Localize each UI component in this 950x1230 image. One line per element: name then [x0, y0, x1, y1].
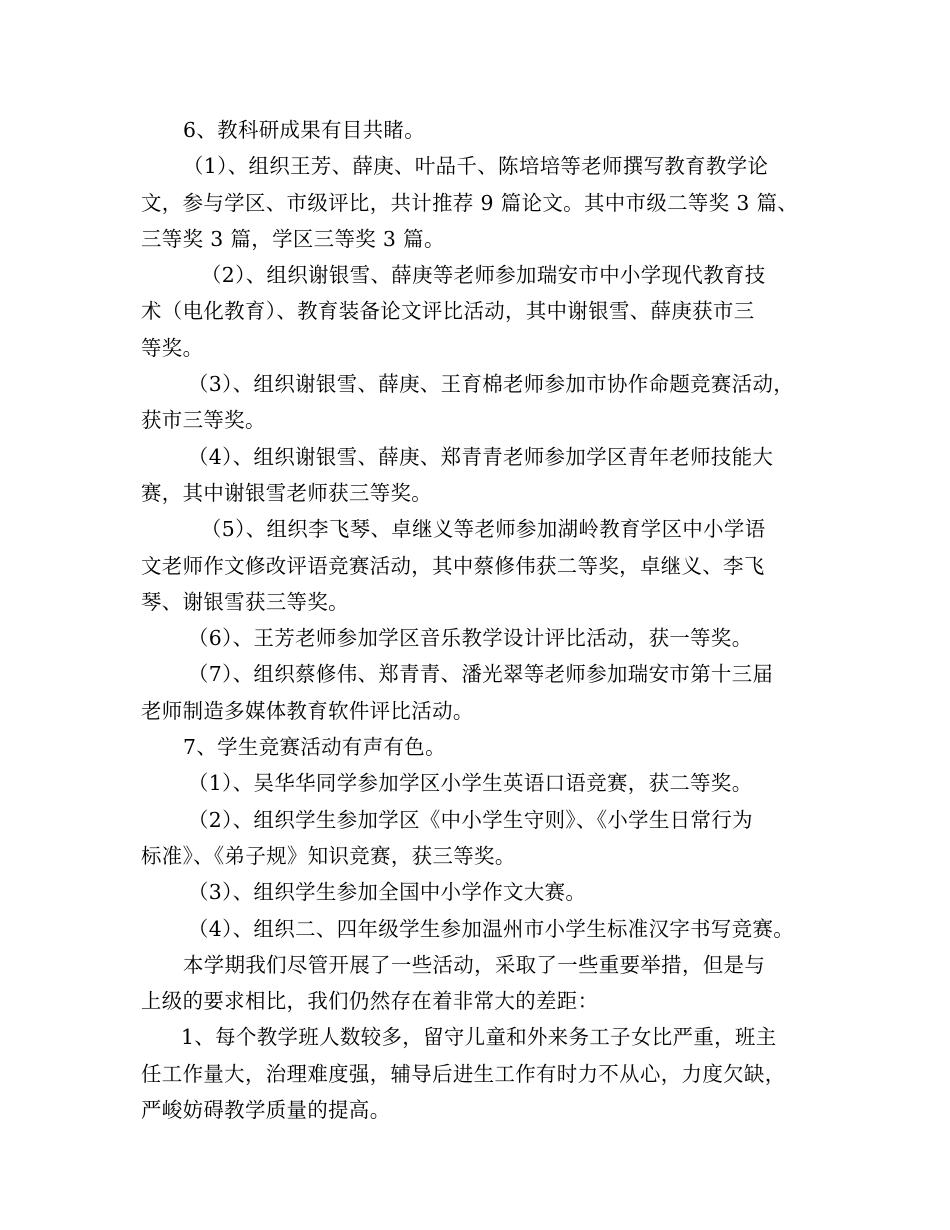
- paragraph-line: 获市三等奖。: [141, 408, 266, 433]
- paragraph-line: （1）、组织王芳、薛庚、叶品千、陈培培等老师撰写教育教学论: [183, 154, 769, 179]
- paragraph-line: 严峻妨碍教学质量的提高。: [141, 1098, 391, 1123]
- paragraph-line: （7）、组织蔡修伟、郑青青、潘光翠等老师参加瑞安市第十三届: [188, 662, 774, 687]
- paragraph-line: （5）、组织李飞琴、卓继义等老师参加湖岭教育学区中小学语: [201, 517, 766, 542]
- paragraph-line: 标准》、《弟子规》知识竞赛，获三等奖。: [141, 843, 516, 868]
- paragraph-line: （2）、组织谢银雪、薛庚等老师参加瑞安市中小学现代教育技: [201, 263, 766, 288]
- paragraph-line: 赛，其中谢银雪老师获三等奖。: [141, 480, 433, 505]
- paragraph-line: （4）、组织二、四年级学生参加温州市小学生标准汉字书写竞赛。: [188, 916, 795, 941]
- section-heading-research: 6、教科研成果有目共睹。: [183, 118, 426, 142]
- paragraph-line: 文，参与学区、市级评比，共计推荐 9 篇论文。其中市级二等奖 3 篇、: [141, 190, 799, 215]
- paragraph-line: 文老师作文修改评语竞赛活动，其中蔡修伟获二等奖，卓继义、李飞: [141, 553, 765, 578]
- paragraph-line: 1、每个教学班人数较多，留守儿童和外来务工子女比严重，班主: [181, 1025, 777, 1050]
- paragraph-line: 等奖。: [141, 335, 204, 360]
- paragraph-line: （3）、组织谢银雪、薛庚、王育棉老师参加市协作命题竞赛活动，: [188, 372, 795, 397]
- paragraph-line: 老师制造多媒体教育软件评比活动。: [141, 698, 474, 723]
- paragraph-line: 三等奖 3 篇，学区三等奖 3 篇。: [141, 226, 445, 251]
- paragraph-line: 琴、谢银雪获三等奖。: [141, 589, 349, 614]
- section-heading-competitions: 7、学生竞赛活动有声有色。: [183, 735, 446, 760]
- paragraph-line: 上级的要求相比，我们仍然存在着非常大的差距：: [141, 989, 599, 1014]
- paragraph-line: （2）、组织学生参加学区《中小学生守则》、《小学生日常行为: [188, 807, 753, 832]
- paragraph-line: 本学期我们尽管开展了一些活动，采取了一些重要举措，但是与: [183, 952, 766, 977]
- document-body: [141, 112, 811, 1128]
- paragraph-line: （1）、吴华华同学参加学区小学生英语口语竞赛，获二等奖。: [188, 771, 753, 796]
- paragraph-line: 术（电化教育）、教育装备论文评比活动，其中谢银雪、薛庚获市三: [141, 299, 755, 324]
- paragraph-line: 任工作量大，治理难度强，辅导后进生工作有时力不从心，力度欠缺，: [141, 1061, 786, 1086]
- paragraph-line: （3）、组织学生参加全国中小学作文大赛。: [188, 880, 587, 905]
- paragraph-line: （4）、组织谢银雪、薛庚、郑青青老师参加学区青年老师技能大: [188, 444, 774, 469]
- paragraph-line: （6）、王芳老师参加学区音乐教学设计评比活动，获一等奖。: [188, 626, 753, 651]
